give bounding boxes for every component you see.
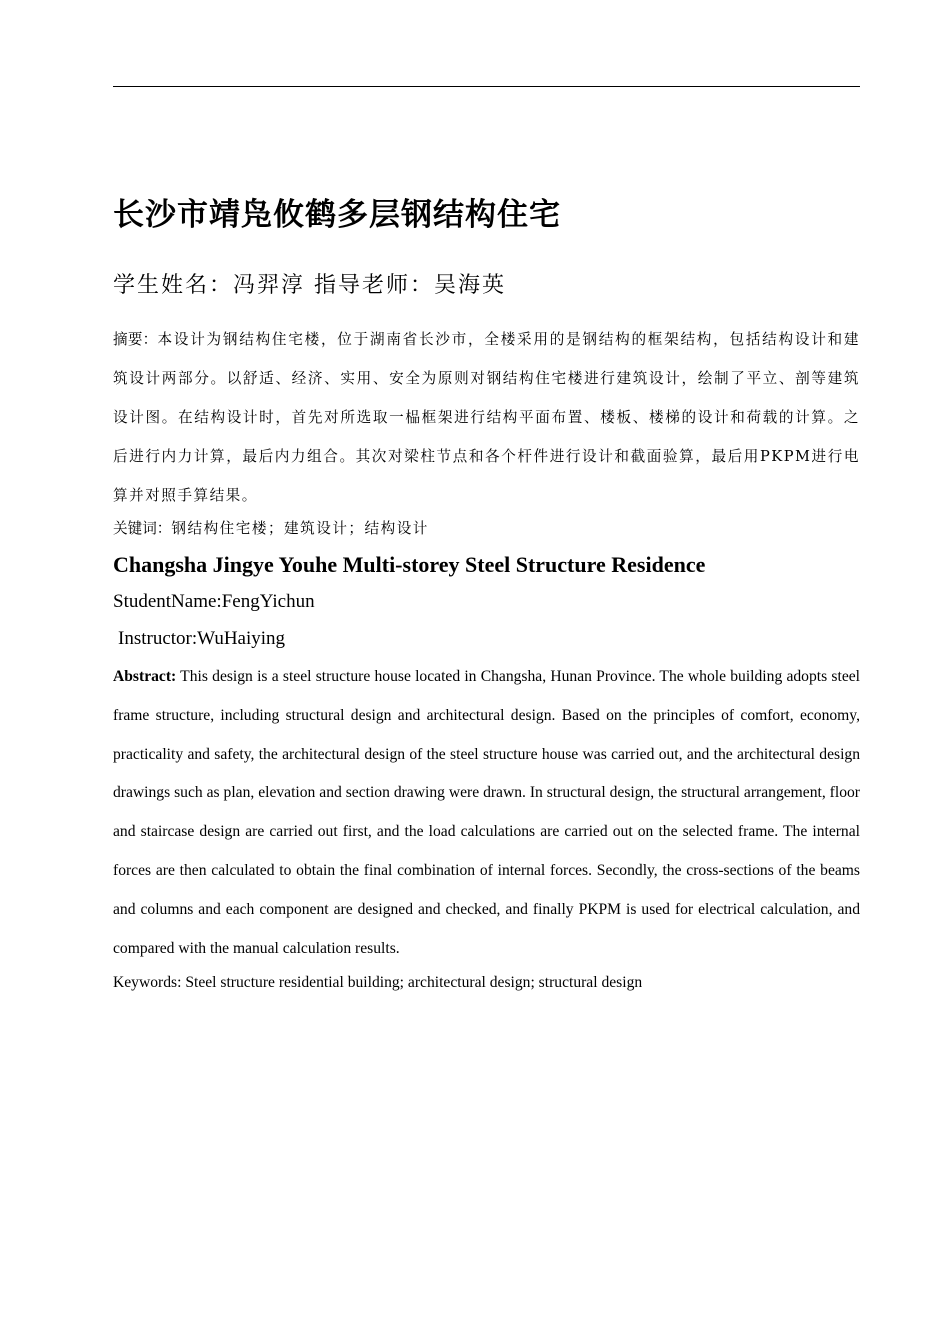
student-name: StudentName:FengYichun <box>113 591 315 612</box>
english-keywords: Keywords: Steel structure residential building; architectural design; structural design <box>113 974 643 991</box>
instructor-name: Instructor:WuHaiying <box>118 628 286 649</box>
chinese-abstract-text: 本设计为钢结构住宅楼，位于湖南省长沙市，全楼采用的是钢结构的框架结构，包括结构设计和建筑设计两部分。以舒适、经济、实用、安全为原则对钢结构住宅楼进行建筑设计，绘制了平立、剖等建筑设计图。在结构设计时，首先对所选取一榀框架进行结构平面布置、楼板、楼梯的设计和荷载的计算。之后进行内力计算，最后内力组合。其次对梁柱节点和各个杆件进行设计和截面验算，最后用PKPM进行电算并对照手算结果。 <box>113 331 860 504</box>
header-rule <box>113 86 860 87</box>
english-title: Changsha Jingye Youhe Multi-storey Steel Structure Residence <box>113 552 706 577</box>
chinese-keywords-label: 关键词： <box>113 520 172 537</box>
english-abstract <box>113 658 860 968</box>
english-abstract-text: This design is a steel structure house located in Changsha, Hunan Province. The whole building adopts steel frame structure, including structural design and architectural design. Based on the principles of comfort, economy, practicality and safety, the architectural design of the steel structure house was carried out, and the architectural design drawings such as plan, elevation and section drawing were drawn. In structural design, the structural arrangement, floor and staircase design are carried out first, and the load calculations are carried out on the selected frame. The internal forces are then calculated to obtain the final combination of internal forces. Secondly, the cross-sections of the beams and columns and each component are designed and checked, and finally PKPM is used for electrical calculation, and compared with the manual calculation results. <box>113 668 860 957</box>
chinese-author-line: 学生姓名：冯羿淳 指导老师：吴海英 <box>113 273 506 298</box>
chinese-keywords <box>113 514 860 544</box>
chinese-title: 长沙市靖凫攸鹤多层钢结构住宅 <box>113 197 561 233</box>
chinese-abstract-label: 摘要： <box>113 331 158 348</box>
chinese-keywords-text: 钢结构住宅楼；建筑设计；结构设计 <box>171 520 429 537</box>
chinese-abstract <box>113 320 860 515</box>
english-abstract-label: Abstract: <box>113 668 177 685</box>
